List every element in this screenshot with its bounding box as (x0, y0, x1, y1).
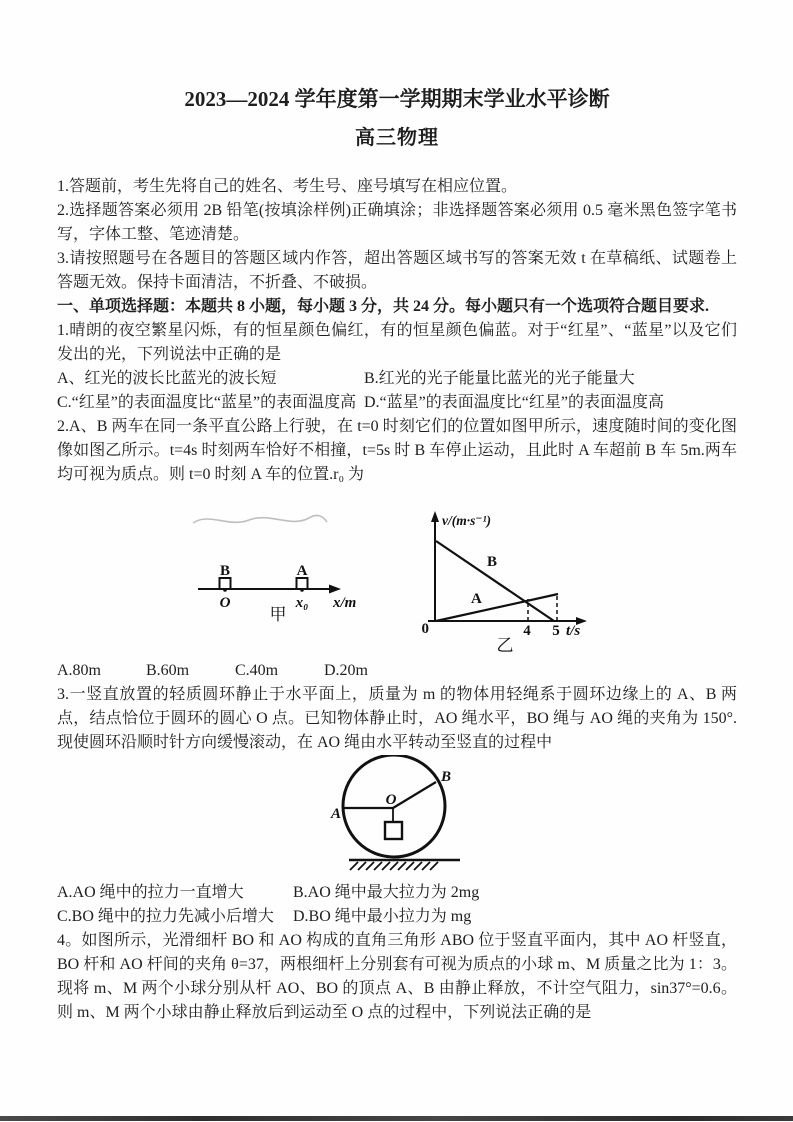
tick-4-label: 4 (523, 623, 531, 639)
hanging-mass-square (385, 822, 402, 839)
x-axis-label: x/m (333, 595, 357, 611)
question-3 (57, 683, 737, 929)
tick-5-label: 5 (552, 623, 560, 639)
question-3-stem: 3.一竖直放置的轻质圆环静止于水平面上，质量为 m 的物体用轻绳系于圆环边缘上的 A、B 两点，结点恰位于圆环的圆心 O 点。已知物体静止时，AO 绳水平，BO 绳与 AO 绳的夹角为 150°.现使圆环沿顺时针方向缓慢滚动，在 AO 绳由水平转动至竖直的过程中 (57, 686, 737, 751)
exam-subject: 高三物理 (355, 127, 439, 149)
question-3-figure (57, 755, 737, 881)
q3-option-b: B.AO 绳中最大拉力为 2mg (293, 884, 480, 901)
instruction-3: 3.请按照题号在各题目的答题区域内作答，超出答题区域书写的答案无效 t 在草稿纸、试题卷上答题无效。保持卡面清洁，不折叠、不破损。 (57, 250, 737, 291)
exam-title: 2023—2024 学年度第一学期期末学业水平诊断 (184, 87, 610, 111)
scan-artifact-squiggle (193, 515, 327, 523)
q3-option-d: D.BO 绳中最小拉力为 mg (293, 908, 472, 925)
figure-yi-vt-graph (422, 511, 588, 655)
instructions (57, 175, 737, 295)
line-b-label: B (487, 554, 498, 570)
section-heading: 一、单项选择题：本题共 8 小题，每小题 3 分，共 24 分。每小题只有一个选项符合题目要求. (57, 298, 710, 315)
question-4-stem: 4。如图所示，光滑细杆 BO 和 AO 构成的直角三角形 ABO 位于竖直平面内，其中 AO 杆竖直，BO 杆和 AO 杆间的夹角 θ=37，两根细杆上分别套有可视为质点的小球 m、M 质量之比为 1：3。现将 m、M 两个小球分别从杆 AO、BO 的顶点 A、B 由静止释放，不计空气阻力，sin37°=0.6。则 m、M 两个小球由静止释放后到运动至 O 点的过程中，下列说法正确的是 (57, 932, 737, 1021)
ground-hatching (350, 862, 438, 870)
question-1-options-row-2 (57, 391, 737, 415)
car-a-label: A (296, 563, 308, 579)
ring-point-b-label: B (441, 769, 452, 785)
question-2-options-row (57, 659, 737, 683)
v-axis-label: v/(m·s⁻¹) (442, 513, 492, 528)
question-3-options-row-2 (57, 905, 737, 929)
ring-center-o-label: O (385, 792, 397, 808)
x-axis-arrowhead (329, 585, 341, 594)
question-1-stem: 1.晴朗的夜空繁星闪烁，有的恒星颜色偏红，有的恒星颜色偏蓝。对于“红星”、“蓝星”以及它们发出的光，下列说法中正确的是 (57, 322, 737, 363)
q3-option-c: C.BO 绳中的拉力先减小后增大 (57, 908, 274, 925)
figure-jia-position-diagram (193, 515, 356, 624)
graph-origin-label: 0 (421, 621, 429, 637)
instruction-1: 1.答题前，考生先将自己的姓名、考生号、座号填写在相应位置。 (57, 178, 518, 195)
q1-option-c: C.“红星”的表面温度比“蓝星”的表面温度高 (57, 394, 357, 411)
question-3-options-row-1 (57, 881, 737, 905)
origin-dot (223, 588, 227, 592)
x0-label: x₀ (295, 595, 309, 611)
origin-label: O (219, 595, 231, 611)
question-1 (57, 319, 737, 415)
q2-option-d: D.20m (324, 662, 368, 679)
car-b-square (220, 578, 231, 589)
figure-yi-caption: 乙 (496, 636, 514, 655)
car-a-square (297, 578, 308, 589)
q1-option-a: A、红光的波长比蓝光的波长短 (57, 370, 277, 387)
rope-bo (393, 782, 436, 808)
figure-jia-caption: 甲 (269, 605, 287, 624)
position-dot (300, 588, 304, 592)
q3-option-a: A.AO 绳中的拉力一直增大 (57, 884, 244, 901)
t-axis-label: t/s (566, 623, 581, 639)
q1-option-b: B.红光的光子能量比蓝光的光子能量大 (364, 370, 635, 387)
question-2 (57, 415, 737, 683)
question-2-stem: 2.A、B 两车在同一条平直公路上行驶，在 t=0 时刻它们的位置如图甲所示，速度随时间的变化图像如图乙所示。t=4s 时刻两车恰好不相撞，t=5s 时 B 车停止运动，且此时 A 车超前 B 车 5m.两车均可视为质点。则 t=0 时刻 A 车的位置.r₀ 为 (57, 418, 737, 483)
q2-option-a: A.80m (57, 662, 101, 679)
q2-option-b: B.60m (146, 662, 190, 679)
line-a (436, 594, 558, 621)
figure-jia-yi-diagrams (57, 487, 737, 659)
car-b-label: B (219, 563, 231, 579)
v-axis-arrowhead (431, 511, 439, 522)
ring-point-a-label: A (330, 806, 342, 822)
question-2-figures (57, 487, 737, 659)
question-1-options-row-1 (57, 367, 737, 391)
scan-edge-artifact (0, 1116, 793, 1121)
q1-option-d: D.“蓝星”的表面温度比“红星”的表面温度高 (364, 394, 664, 411)
q2-option-c: C.40m (235, 662, 279, 679)
instruction-2: 2.选择题答案必须用 2B 铅笔(按填涂样例)正确填涂；非选择题答案必须用 0.5 毫米黑色签字笔书写，字体工整、笔迹清楚。 (57, 202, 737, 243)
question-4 (57, 929, 737, 1025)
figure-ring-diagram (57, 755, 737, 881)
line-a-label: A (471, 591, 482, 607)
